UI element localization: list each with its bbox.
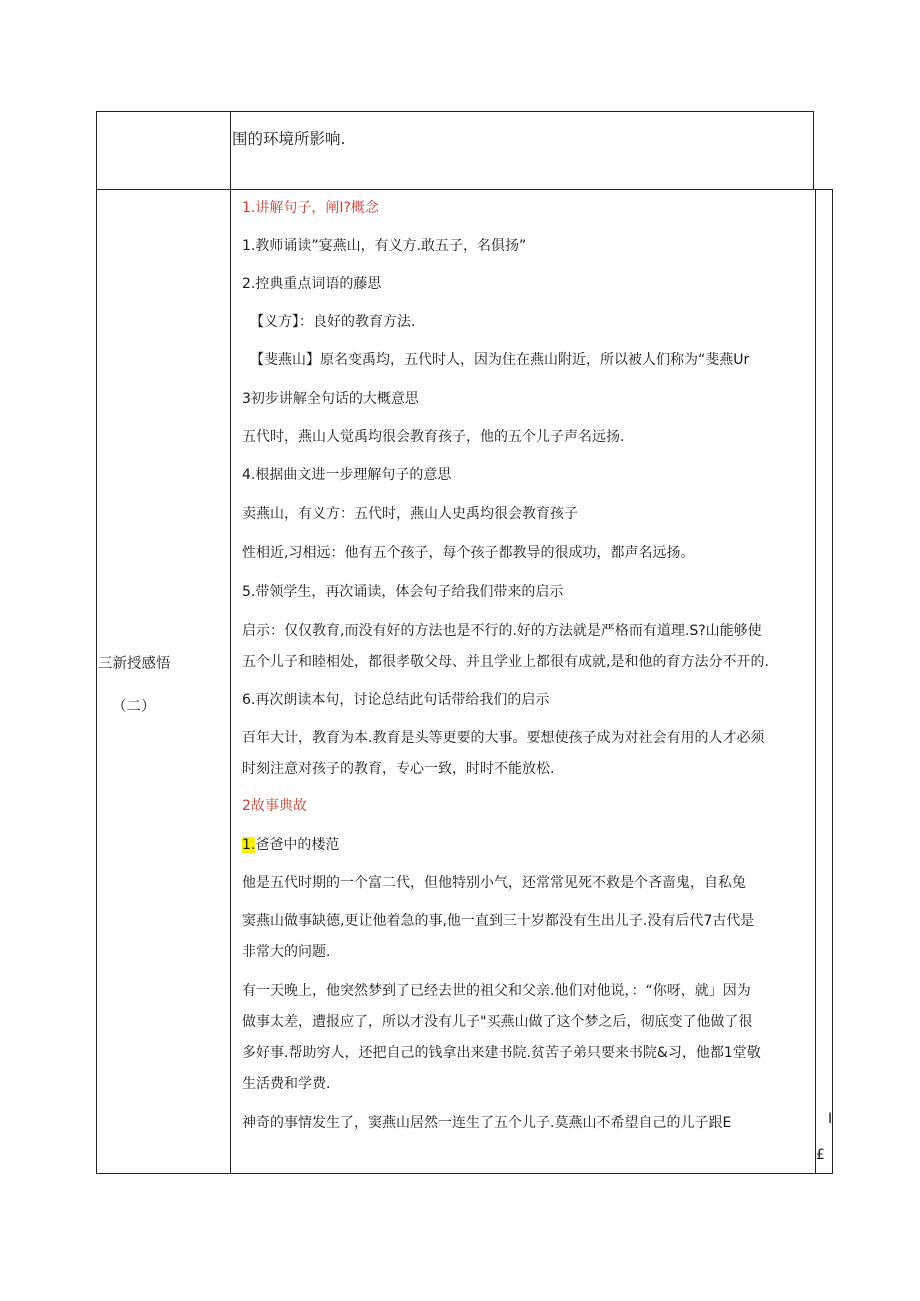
section-label: 三新授感悟 (98, 656, 171, 672)
table-right-border-row1 (813, 111, 814, 190)
paragraph: 卖燕山，有义方：五代时，燕山人史禹均很会教育孩子 (242, 506, 578, 522)
paragraph: 他是五代时期的一个富二代，但他特别小气，还常常见死不救是个吝啬鬼，自私兔 (242, 875, 746, 891)
table-outer-right-border (832, 189, 833, 1174)
table-inner-right-border (815, 189, 816, 1174)
paragraph: 【斐燕山】原名变禹均，五代时人，因为住在燕山附近，所以被人们称为“斐燕Ur (250, 352, 750, 368)
paragraph: 神奇的事情发生了，窦燕山居然一连生了五个儿子.莫燕山不希望自己的儿子跟E (242, 1115, 732, 1131)
paragraph: 1.教师诵读”宴燕山，有义方.敢五子，名俱扬” (242, 238, 527, 254)
table-bottom-border (96, 1173, 833, 1174)
section-label-sub: （二） (112, 699, 156, 715)
highlighted-number: 1. (242, 837, 256, 853)
paragraph: 4.根据曲文进一步理解句子的意思 (242, 467, 452, 483)
paragraph: 多好事.帮助穷人，还把自己的钱拿出来建书院.贫苦子弟只要来书院&习，他都1堂敬 (242, 1045, 761, 1061)
paragraph: 【义方】：良好的教育方法. (250, 314, 416, 330)
story-title-text: 爸爸中的楼范 (255, 837, 340, 853)
heading-story: 2故事典故 (242, 798, 307, 814)
row-divider (96, 189, 833, 190)
paragraph: 窦燕山做事缺德,更让他着急的事,他一直到三十岁都没有生出儿子.没有后代7古代是 (242, 913, 755, 929)
table-top-border (96, 111, 814, 112)
paragraph: 有一天晚上，他突然梦到了已经去世的祖父和父亲.他们对他说，：“你呀，就」因为 (242, 983, 751, 999)
edge-mark: £ (816, 1147, 825, 1163)
story-title (242, 835, 339, 855)
paragraph: 五个儿子和睦相处，都很孝敬父母、并且学业上都很有成就,是和他的育方法分不开的. (242, 654, 769, 670)
edge-mark: I (828, 1111, 833, 1127)
paragraph: 时刻注意对孩子的教育，专心一致，时时不能放松. (242, 761, 555, 777)
paragraph: 百年大计，教育为本.教育是头等更要的大事。要想使孩子成为对社会有用的人才必须 (242, 730, 765, 746)
paragraph: 启示：仅仅教育,而没有好的方法也是不行的.好的方法就是严格而有道理.S?山能够使 (242, 623, 762, 639)
paragraph: 五代时，燕山人觉禹均很会教育孩子，他的五个儿子声名远扬. (242, 429, 625, 445)
paragraph: 6.再次朗读本句，讨论总结此句话带给我们的启示 (242, 692, 550, 708)
row1-continued-text: 围的环境所影响. (232, 130, 346, 148)
paragraph: 2.控典重点词语的藤思 (242, 276, 382, 292)
table-left-border (96, 111, 97, 1174)
column-divider (230, 111, 231, 1174)
paragraph: 生活费和学费. (242, 1076, 331, 1092)
paragraph: 性相近,习相远：他有五个孩子，每个孩子都教导的很成功，都声名远扬。 (242, 545, 695, 561)
paragraph: 非常大的问题. (242, 944, 331, 960)
paragraph: 5.带领学生，再次诵读，体会句子给我们带来的启示 (242, 584, 564, 600)
paragraph: 3初步讲解全句话的大概意思 (242, 391, 419, 407)
paragraph: 做事太差，遭报应了，所以才没有儿子"买燕山做了这个梦之后，彻底变了他做了很 (242, 1014, 753, 1030)
heading-explain-sentence: 1.讲解句子，阐I?概念 (242, 200, 379, 216)
